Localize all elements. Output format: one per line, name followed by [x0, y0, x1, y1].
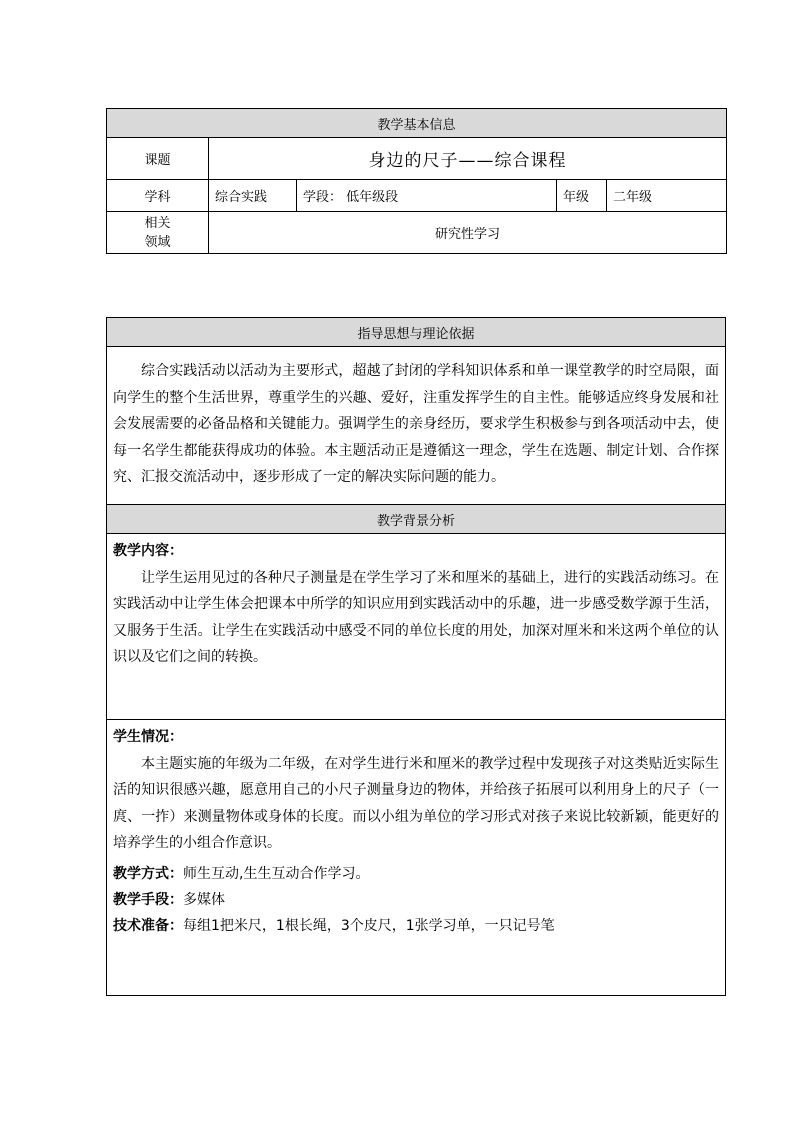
- field-label-line2: 领域: [144, 234, 171, 250]
- topic-value: 身边的尺子——综合课程: [209, 138, 727, 180]
- basic-info-table: [106, 108, 727, 254]
- analysis-table: [106, 317, 726, 996]
- grade-value: 二年级: [607, 180, 727, 212]
- field-value: 研究性学习: [209, 212, 727, 254]
- guiding-cell: [107, 347, 726, 505]
- basic-info-header: 教学基本信息: [107, 109, 727, 138]
- grade-label: 年级: [557, 180, 607, 212]
- student-cell: [107, 720, 726, 996]
- method-value: 师生互动,生生互动合作学习。: [183, 865, 370, 882]
- method-line: [113, 861, 719, 887]
- topic-label: 课题: [107, 138, 209, 180]
- content-cell: [107, 534, 726, 720]
- field-label-line1: 相关: [144, 215, 171, 231]
- tech-line: [113, 913, 719, 939]
- subject-label: 学科: [107, 180, 209, 212]
- background-header: 教学背景分析: [107, 505, 726, 534]
- student-label: 学生情况：: [113, 729, 183, 745]
- student-text: 本主题实施的年级为二年级，在对学生进行米和厘米的教学过程中发现孩子对这类贴近实际生活的知识很感兴趣，愿意用自己的小尺子测量身边的物体，并给孩子拓展可以利用身上的尺子（一庹、一拃）来测量物体或身体的长度。而以小组为单位的学习形式对孩子来说比较新颖，能更好的培养学生的小组合作意识。: [113, 755, 719, 851]
- field-label: [107, 212, 209, 254]
- method-label: 教学方式：: [113, 865, 183, 882]
- stage-cell: [297, 180, 557, 212]
- means-line: [113, 887, 719, 913]
- content-text: 让学生运用见过的各种尺子测量是在学生学习了米和厘米的基础上，进行的实践活动练习。在实践活动中让学生体会把课本中所学的知识应用到实践活动中的乐趣，进一步感受数学源于生活，又服务于生活。让学生在实践活动中感受不同的单位长度的用处，加深对厘米和米这两个单位的认识以及它们之间的转换。: [113, 569, 719, 665]
- subject-value: 综合实践: [209, 180, 297, 212]
- content-label: 教学内容：: [113, 543, 183, 559]
- stage-value: 低年级段: [346, 190, 399, 205]
- tech-value: 每组1把米尺，1根长绳，3个皮尺，1张学习单，一只记号笔: [183, 917, 555, 934]
- means-label: 教学手段：: [113, 891, 183, 908]
- means-value: 多媒体: [183, 891, 225, 908]
- tech-label: 技术准备：: [113, 917, 183, 934]
- stage-label: 学段：: [303, 190, 343, 205]
- guiding-text: 综合实践活动以活动为主要形式，超越了封闭的学科知识体系和单一课堂教学的时空局限，面向学生的整个生活世界，尊重学生的兴趣、爱好，注重发挥学生的自主性。能够适应终身发展和社会发展需要的必备品格和关键能力。强调学生的亲身经历，要求学生积极参与到各项活动中去，使每一名学生都能获得成功的体验。本主题活动正是遵循这一理念，学生在选题、制定计划、合作探究、汇报交流活动中，逐步形成了一定的解决实际问题的能力。: [113, 363, 719, 486]
- guiding-header: 指导思想与理论依据: [107, 318, 726, 347]
